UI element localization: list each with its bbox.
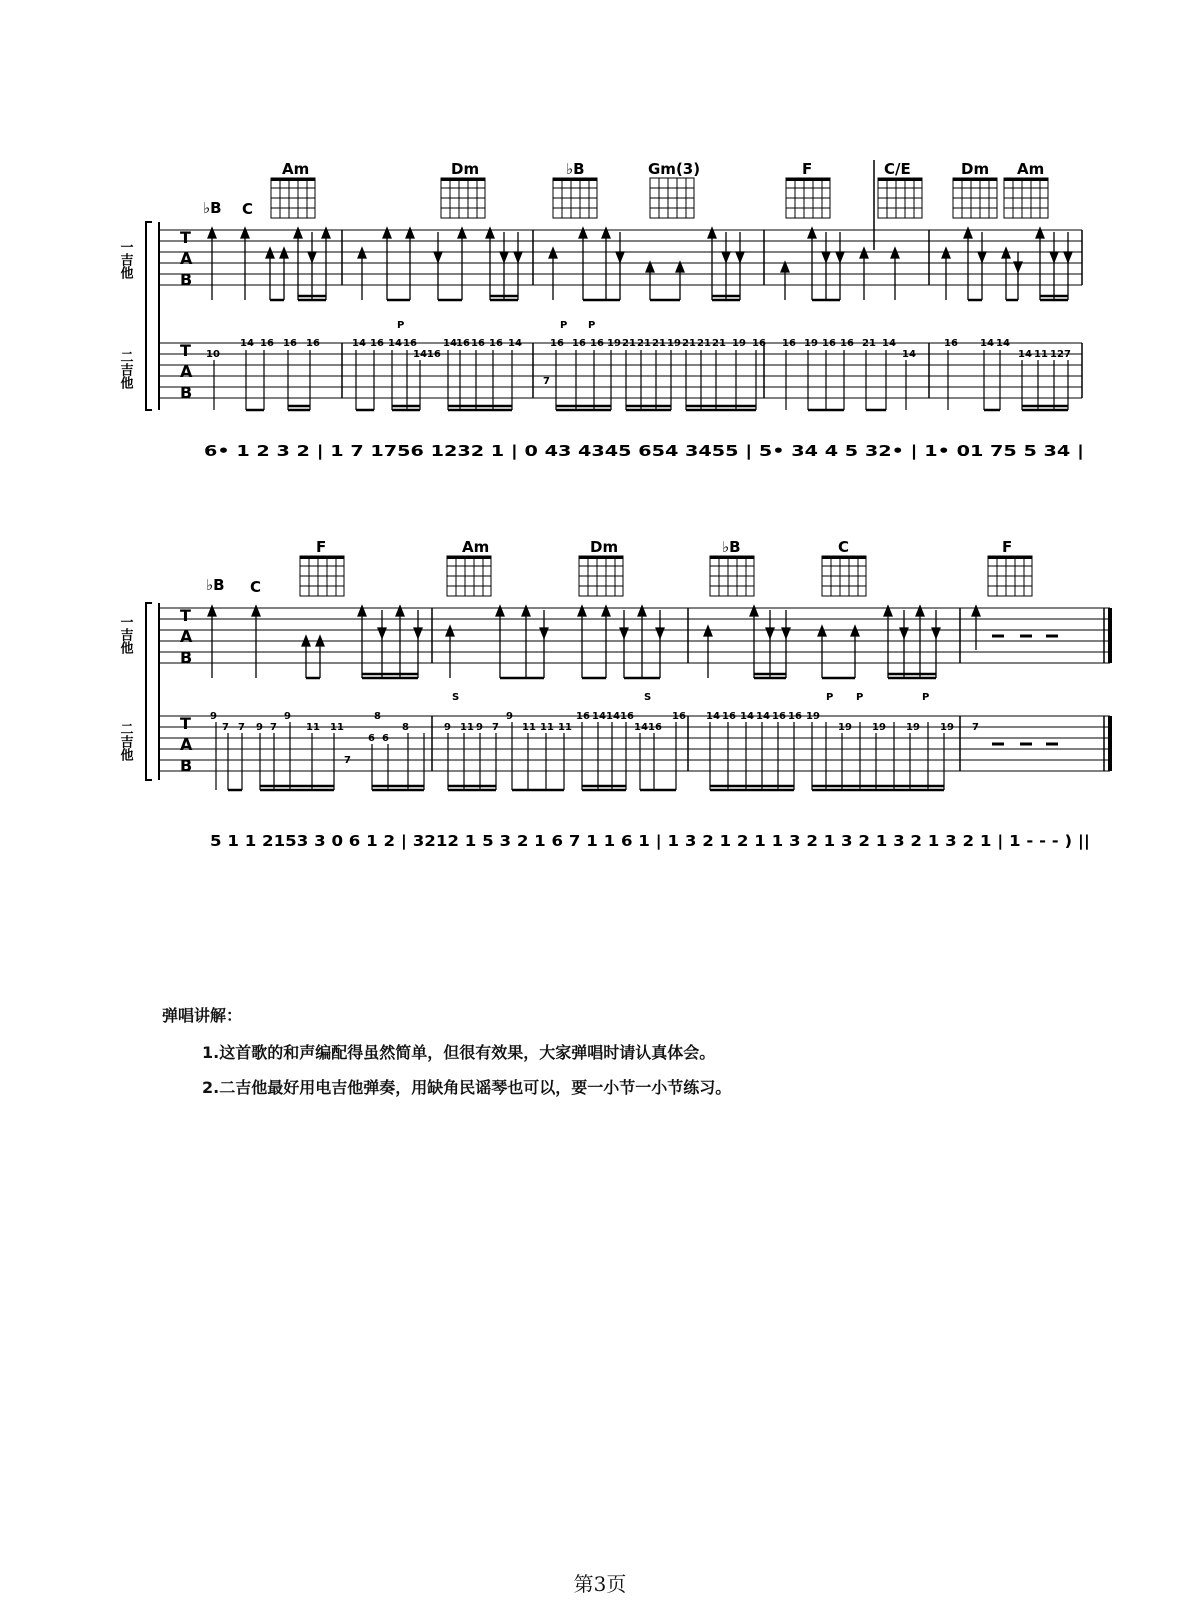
svg-text:14: 14 [388,338,402,349]
tab-letter-a: A [180,735,193,754]
svg-text:19: 19 [872,722,886,733]
svg-text:14: 14 [1018,349,1032,360]
svg-text:16: 16 [403,338,417,349]
svg-text:14: 14 [443,338,457,349]
svg-text:21: 21 [697,338,711,349]
svg-text:16: 16 [772,711,786,722]
svg-text:8: 8 [402,722,409,733]
jianpu-line-2: 5 1 1 2153 3 0 6 1 2 | 3212 1 5 3 2 1 6 7 1 1 6 1 | 1 3 2 1 2 1 1 3 2 1 3 2 1 3 2 1 3 2 1 | 1 - - - ) || [210,832,1005,850]
svg-text:16: 16 [840,338,854,349]
svg-text:16: 16 [788,711,802,722]
svg-text:16: 16 [752,338,766,349]
system-2-guitar1-staff [159,608,1110,663]
system-2 [118,538,1111,851]
chord-name: F [802,160,813,178]
tab-letter-t: T [180,714,191,733]
svg-text:14: 14 [706,711,720,722]
svg-text:9: 9 [444,722,451,733]
pull-off-mark: P [588,320,596,331]
system-1 [118,160,1085,461]
tab-letter-b: B [180,270,193,289]
svg-text:16: 16 [722,711,736,722]
chord-name: ♭B [566,160,585,178]
svg-text:16: 16 [572,338,586,349]
svg-text:19: 19 [906,722,920,733]
svg-text:7: 7 [222,722,229,733]
svg-text:16: 16 [648,722,662,733]
instrument-label-guitar2: 二吉他 [117,722,133,761]
svg-text:14: 14 [592,711,606,722]
system-1-beams-staff1 [270,296,1068,300]
chord-name: C [838,538,850,556]
svg-text:1416: 1416 [413,349,441,360]
svg-text:16: 16 [489,338,503,349]
chord-name: F [1002,538,1013,556]
jianpu-line-1: 6• 1 2 3 2 | 1 7 1756 1232 1 | 0 43 4345 654 3455 | 5• 34 4 5 32• | 1• 01 75 5 34 | [204,442,891,460]
svg-text:14: 14 [740,711,754,722]
svg-text:16: 16 [620,711,634,722]
svg-text:14: 14 [606,711,620,722]
svg-text:14: 14 [508,338,522,349]
svg-text:9: 9 [210,711,217,722]
slide-mark: S [644,692,652,703]
svg-text:14: 14 [980,338,994,349]
svg-text:19: 19 [838,722,852,733]
svg-text:7: 7 [238,722,245,733]
chord-name: Dm [961,160,990,178]
chord-name: C/E [884,160,911,178]
system-2-chord-diagrams [300,556,1032,596]
svg-text:19: 19 [732,338,746,349]
instrument-label-guitar1: 一吉他 [117,240,133,279]
system-1-chord-diagrams [271,178,1048,218]
instrument-label-guitar1: 一吉他 [117,615,133,654]
svg-text:7: 7 [492,722,499,733]
svg-text:10: 10 [206,349,220,360]
svg-text:7: 7 [1064,349,1071,360]
svg-text:14: 14 [634,722,648,733]
svg-text:11: 11 [540,722,554,733]
tab-letter-a: A [180,249,193,268]
chord-name: C [250,578,262,596]
svg-text:16: 16 [944,338,958,349]
chord-name: Dm [590,538,619,556]
svg-text:16: 16 [471,338,485,349]
svg-text:16: 16 [260,338,274,349]
svg-text:16: 16 [370,338,384,349]
svg-text:11: 11 [522,722,536,733]
svg-text:19: 19 [607,338,621,349]
slide-mark: S [452,692,460,703]
tab-letter-a: A [180,627,193,646]
chord-name: Am [462,538,490,556]
instrument-label-guitar2: 二吉他 [117,350,133,389]
svg-text:6: 6 [382,733,389,744]
svg-text:16: 16 [822,338,836,349]
svg-text:16: 16 [590,338,604,349]
tab-letter-a: A [180,362,193,381]
svg-text:16: 16 [576,711,590,722]
pull-off-mark: P [856,692,864,703]
svg-text:21: 21 [712,338,726,349]
system-2-chord-nuts [300,556,1032,559]
system-1-guitar2-staff [159,343,1082,398]
svg-text:21: 21 [862,338,876,349]
svg-text:16: 16 [306,338,320,349]
svg-text:16: 16 [782,338,796,349]
notes-item-2: 2.二吉他最好用电吉他弹奏，用缺角民谣琴也可以，要一小节一小节练习。 [202,1078,732,1097]
svg-text:16: 16 [672,711,686,722]
chord-name: F [316,538,327,556]
svg-text:11: 11 [460,722,474,733]
svg-text:14: 14 [902,349,916,360]
svg-text:11: 11 [306,722,320,733]
tab-letter-t: T [180,228,191,247]
system-1-brace [146,222,152,410]
svg-text:16: 16 [283,338,297,349]
tab-letter-t: T [180,606,191,625]
svg-text:19: 19 [804,338,818,349]
svg-text:8: 8 [374,711,381,722]
svg-text:16: 16 [550,338,564,349]
tab-letter-b: B [180,383,193,402]
system-1-strum-arrows [208,228,1072,300]
svg-text:14: 14 [240,338,254,349]
system-1-guitar2-fret-numbers [206,338,1071,387]
svg-text:21: 21 [637,338,651,349]
svg-text:9: 9 [476,722,483,733]
svg-text:19: 19 [806,711,820,722]
tab-letter-b: B [180,648,193,667]
chord-name: Gm(3) [648,160,701,178]
system-2-brace [146,603,152,780]
notes-heading: 弹唱讲解： [162,1006,243,1025]
pull-off-mark: P [922,692,930,703]
chord-name: Am [1017,160,1045,178]
svg-text:7: 7 [972,722,979,733]
svg-text:7: 7 [344,755,351,766]
svg-text:14: 14 [352,338,366,349]
performance-notes [162,1003,1062,1110]
svg-text:21: 21 [652,338,666,349]
svg-text:11: 11 [558,722,572,733]
svg-text:11: 11 [330,722,344,733]
svg-text:12: 12 [1050,349,1064,360]
svg-text:6: 6 [368,733,375,744]
svg-text:9: 9 [256,722,263,733]
svg-text:19: 19 [667,338,681,349]
svg-text:21: 21 [622,338,636,349]
svg-text:7: 7 [270,722,277,733]
svg-text:14: 14 [756,711,770,722]
system-2-beams-staff2 [228,786,944,790]
chord-name: Dm [451,160,480,178]
chord-name: C [242,200,254,218]
svg-text:7: 7 [543,376,550,387]
chord-name: Am [282,160,310,178]
svg-text:9: 9 [506,711,513,722]
system-2-strum-arrows [208,606,980,678]
svg-text:14: 14 [996,338,1010,349]
svg-text:16: 16 [456,338,470,349]
system-1-beams-staff2 [246,406,1068,410]
svg-text:9: 9 [284,711,291,722]
pull-off-mark: P [560,320,568,331]
chord-name: ♭B [722,538,741,556]
svg-text:19: 19 [940,722,954,733]
pull-off-mark: P [826,692,834,703]
tab-letter-t: T [180,341,191,360]
system-2-stems-staff2 [216,722,944,790]
pull-off-mark: P [397,320,405,331]
svg-text:14: 14 [882,338,896,349]
page-number: 第3页 [573,1572,627,1596]
tab-letter-b: B [180,756,193,775]
svg-text:11: 11 [1034,349,1048,360]
notes-item-1: 1.这首歌的和声编配得虽然简单，但很有效果，大家弹唱时请认真体会。 [202,1043,716,1062]
chord-name: ♭B [203,199,222,217]
svg-text:21: 21 [682,338,696,349]
chord-name: ♭B [206,576,225,594]
